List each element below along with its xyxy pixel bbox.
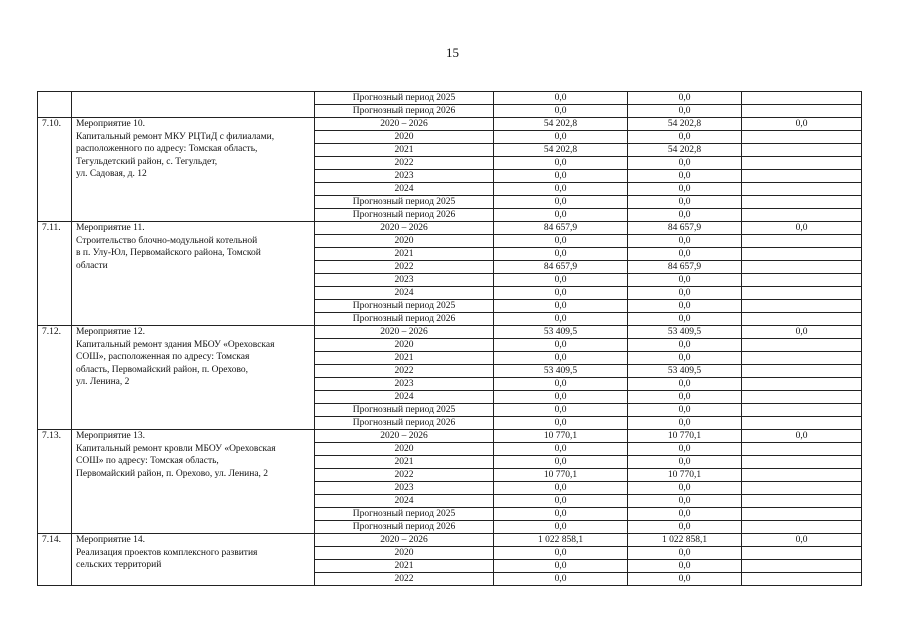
funding-amount-cell: 54 202,8	[628, 144, 742, 157]
other-sources-cell	[742, 573, 862, 586]
period-cell: 2024	[315, 495, 494, 508]
period-cell: 2023	[315, 378, 494, 391]
period-cell: 2024	[315, 391, 494, 404]
other-sources-cell	[742, 313, 862, 326]
funding-amount-cell: 0,0	[628, 521, 742, 534]
period-cell: 2022	[315, 157, 494, 170]
total-amount-cell: 0,0	[494, 274, 628, 287]
total-amount-cell: 0,0	[494, 352, 628, 365]
other-sources-cell	[742, 339, 862, 352]
funding-amount-cell: 0,0	[628, 443, 742, 456]
funding-amount-cell: 0,0	[628, 300, 742, 313]
other-sources-cell	[742, 482, 862, 495]
measure-description-line: Капитальный ремонт МКУ РЦТиД с филиалами,	[76, 131, 275, 142]
total-amount-cell: 0,0	[494, 443, 628, 456]
other-sources-cell: 0,0	[742, 534, 862, 547]
total-amount-cell: 0,0	[494, 157, 628, 170]
other-sources-cell	[742, 92, 862, 105]
measure-description-line: Тегульдетский район, с. Тегульдет,	[76, 156, 218, 167]
funding-amount-cell: 0,0	[628, 378, 742, 391]
other-sources-cell	[742, 495, 862, 508]
period-cell: Прогнозный период 2025	[315, 92, 494, 105]
period-cell: 2023	[315, 482, 494, 495]
total-amount-cell: 53 409,5	[494, 365, 628, 378]
page-number: 15	[446, 45, 459, 60]
funding-amount-cell: 0,0	[628, 248, 742, 261]
measure-description-line: сельских территорий	[76, 560, 162, 571]
other-sources-cell	[742, 235, 862, 248]
table-row	[38, 222, 862, 235]
total-amount-cell: 53 409,5	[494, 326, 628, 339]
funding-amount-cell: 1 022 858,1	[628, 534, 742, 547]
other-sources-cell	[742, 209, 862, 222]
total-amount-cell: 0,0	[494, 560, 628, 573]
other-sources-cell	[742, 274, 862, 287]
funding-amount-cell: 0,0	[628, 287, 742, 300]
period-cell: 2023	[315, 274, 494, 287]
total-amount-cell: 54 202,8	[494, 144, 628, 157]
period-cell: 2020 – 2026	[315, 222, 494, 235]
other-sources-cell	[742, 391, 862, 404]
total-amount-cell: 0,0	[494, 456, 628, 469]
table-row	[38, 118, 862, 131]
funding-amount-cell: 0,0	[628, 404, 742, 417]
total-amount-cell: 1 022 858,1	[494, 534, 628, 547]
funding-amount-cell: 0,0	[628, 508, 742, 521]
period-cell: 2022	[315, 261, 494, 274]
period-cell: Прогнозный период 2025	[315, 196, 494, 209]
period-cell: 2021	[315, 248, 494, 261]
measure-number	[38, 92, 72, 118]
other-sources-cell	[742, 417, 862, 430]
other-sources-cell	[742, 261, 862, 274]
funding-amount-cell: 0,0	[628, 209, 742, 222]
funding-amount-cell: 0,0	[628, 560, 742, 573]
measure-description-line: в п. Улу-Юл, Первомайского района, Томской	[76, 248, 261, 259]
total-amount-cell: 0,0	[494, 105, 628, 118]
measure-number: 7.12.	[38, 326, 72, 430]
measure-description-line: Мероприятие 12.	[76, 327, 146, 337]
period-cell: 2022	[315, 365, 494, 378]
measure-description	[72, 534, 315, 586]
period-cell: 2021	[315, 144, 494, 157]
period-cell: Прогнозный период 2026	[315, 105, 494, 118]
measure-description-line: ул. Ленина, 2	[76, 377, 130, 388]
measure-description	[72, 92, 315, 118]
total-amount-cell: 0,0	[494, 547, 628, 560]
other-sources-cell	[742, 300, 862, 313]
other-sources-cell: 0,0	[742, 118, 862, 131]
measure-description-line: области	[76, 260, 108, 271]
total-amount-cell: 0,0	[494, 183, 628, 196]
funding-amount-cell: 0,0	[628, 196, 742, 209]
funding-amount-cell: 0,0	[628, 131, 742, 144]
total-amount-cell: 0,0	[494, 482, 628, 495]
funding-amount-cell: 0,0	[628, 352, 742, 365]
period-cell: Прогнозный период 2026	[315, 209, 494, 222]
measure-description-line: расположенного по адресу: Томская область,	[76, 144, 258, 155]
period-cell: Прогнозный период 2026	[315, 417, 494, 430]
other-sources-cell	[742, 378, 862, 391]
table-row	[38, 430, 862, 443]
measure-number: 7.11.	[38, 222, 72, 326]
funding-amount-cell: 0,0	[628, 313, 742, 326]
period-cell: 2020	[315, 235, 494, 248]
other-sources-cell	[742, 547, 862, 560]
period-cell: 2020 – 2026	[315, 326, 494, 339]
funding-amount-cell: 53 409,5	[628, 326, 742, 339]
period-cell: 2022	[315, 573, 494, 586]
other-sources-cell	[742, 352, 862, 365]
period-cell: 2020	[315, 131, 494, 144]
funding-amount-cell: 84 657,9	[628, 222, 742, 235]
other-sources-cell	[742, 469, 862, 482]
other-sources-cell	[742, 196, 862, 209]
funding-amount-cell: 0,0	[628, 482, 742, 495]
total-amount-cell: 0,0	[494, 131, 628, 144]
measure-description-line: Строительство блочно-модульной котельной	[76, 235, 258, 246]
other-sources-cell	[742, 105, 862, 118]
total-amount-cell: 0,0	[494, 495, 628, 508]
other-sources-cell	[742, 144, 862, 157]
other-sources-cell	[742, 521, 862, 534]
funding-amount-cell: 0,0	[628, 573, 742, 586]
other-sources-cell	[742, 131, 862, 144]
funding-amount-cell: 0,0	[628, 339, 742, 352]
funding-amount-cell: 0,0	[628, 183, 742, 196]
table-row	[38, 92, 862, 105]
table-row	[38, 534, 862, 547]
period-cell: 2020	[315, 547, 494, 560]
other-sources-cell	[742, 456, 862, 469]
measure-description	[72, 326, 315, 430]
other-sources-cell	[742, 183, 862, 196]
total-amount-cell: 0,0	[494, 404, 628, 417]
funding-amount-cell: 0,0	[628, 235, 742, 248]
other-sources-cell: 0,0	[742, 430, 862, 443]
period-cell: Прогнозный период 2025	[315, 404, 494, 417]
measure-description-line: Мероприятие 10.	[76, 119, 146, 129]
funding-amount-cell: 0,0	[628, 157, 742, 170]
funding-amount-cell: 0,0	[628, 495, 742, 508]
funding-amount-cell: 10 770,1	[628, 469, 742, 482]
measure-description	[72, 118, 315, 222]
period-cell: 2020	[315, 339, 494, 352]
other-sources-cell: 0,0	[742, 222, 862, 235]
funding-amount-cell: 0,0	[628, 92, 742, 105]
period-cell: Прогнозный период 2026	[315, 521, 494, 534]
other-sources-cell	[742, 248, 862, 261]
funding-amount-cell: 0,0	[628, 547, 742, 560]
measure-description-line: Мероприятие 14.	[76, 535, 146, 545]
other-sources-cell	[742, 157, 862, 170]
total-amount-cell: 0,0	[494, 573, 628, 586]
total-amount-cell: 0,0	[494, 391, 628, 404]
period-cell: 2020 – 2026	[315, 534, 494, 547]
funding-amount-cell: 54 202,8	[628, 118, 742, 131]
measure-description-line: область, Первомайский район, п. Орехово,	[76, 364, 249, 375]
total-amount-cell: 54 202,8	[494, 118, 628, 131]
measure-description-line: Первомайский район, п. Орехово, ул. Ленина, 2	[76, 468, 269, 479]
measure-description-line: СОШ» по адресу: Томская область,	[76, 456, 219, 467]
funding-amount-cell: 0,0	[628, 170, 742, 183]
other-sources-cell: 0,0	[742, 326, 862, 339]
period-cell: 2020 – 2026	[315, 430, 494, 443]
total-amount-cell: 0,0	[494, 521, 628, 534]
measure-description-line: Мероприятие 13.	[76, 431, 146, 441]
other-sources-cell	[742, 508, 862, 521]
period-cell: Прогнозный период 2025	[315, 508, 494, 521]
total-amount-cell: 0,0	[494, 300, 628, 313]
total-amount-cell: 0,0	[494, 287, 628, 300]
total-amount-cell: 10 770,1	[494, 469, 628, 482]
period-cell: 2022	[315, 469, 494, 482]
measure-description	[72, 222, 315, 326]
total-amount-cell: 84 657,9	[494, 222, 628, 235]
period-cell: 2024	[315, 287, 494, 300]
total-amount-cell: 0,0	[494, 508, 628, 521]
period-cell: 2021	[315, 456, 494, 469]
total-amount-cell: 84 657,9	[494, 261, 628, 274]
funding-amount-cell: 0,0	[628, 105, 742, 118]
other-sources-cell	[742, 287, 862, 300]
table-row	[38, 326, 862, 339]
measure-description-line: ул. Садовая, д. 12	[76, 169, 147, 180]
other-sources-cell	[742, 170, 862, 183]
funding-amount-cell: 10 770,1	[628, 430, 742, 443]
measure-description-line: Капитальный ремонт здания МБОУ «Ореховская	[76, 339, 275, 350]
period-cell: Прогнозный период 2025	[315, 300, 494, 313]
other-sources-cell	[742, 365, 862, 378]
measure-number: 7.14.	[38, 534, 72, 586]
total-amount-cell: 0,0	[494, 313, 628, 326]
total-amount-cell: 10 770,1	[494, 430, 628, 443]
other-sources-cell	[742, 404, 862, 417]
total-amount-cell: 0,0	[494, 248, 628, 261]
measure-description-line: Мероприятие 11.	[76, 223, 145, 233]
total-amount-cell: 0,0	[494, 209, 628, 222]
period-cell: 2020	[315, 443, 494, 456]
total-amount-cell: 0,0	[494, 92, 628, 105]
total-amount-cell: 0,0	[494, 196, 628, 209]
funding-amount-cell: 0,0	[628, 456, 742, 469]
measure-description	[72, 430, 315, 534]
total-amount-cell: 0,0	[494, 378, 628, 391]
funding-amount-cell: 0,0	[628, 391, 742, 404]
measure-description-line: СОШ», расположенная по адресу: Томская	[76, 352, 250, 363]
budget-table	[37, 91, 862, 586]
funding-amount-cell: 84 657,9	[628, 261, 742, 274]
other-sources-cell	[742, 560, 862, 573]
period-cell: 2024	[315, 183, 494, 196]
measure-description-line: Капитальный ремонт кровли МБОУ «Ореховская	[76, 443, 276, 454]
total-amount-cell: 0,0	[494, 170, 628, 183]
funding-amount-cell: 53 409,5	[628, 365, 742, 378]
total-amount-cell: 0,0	[494, 417, 628, 430]
measure-number: 7.13.	[38, 430, 72, 534]
funding-amount-cell: 0,0	[628, 417, 742, 430]
period-cell: 2020 – 2026	[315, 118, 494, 131]
period-cell: Прогнозный период 2026	[315, 313, 494, 326]
measure-number: 7.10.	[38, 118, 72, 222]
total-amount-cell: 0,0	[494, 339, 628, 352]
total-amount-cell: 0,0	[494, 235, 628, 248]
other-sources-cell	[742, 443, 862, 456]
measure-description-line: Реализация проектов комплексного развития	[76, 547, 258, 558]
funding-amount-cell: 0,0	[628, 274, 742, 287]
period-cell: 2021	[315, 560, 494, 573]
period-cell: 2023	[315, 170, 494, 183]
period-cell: 2021	[315, 352, 494, 365]
